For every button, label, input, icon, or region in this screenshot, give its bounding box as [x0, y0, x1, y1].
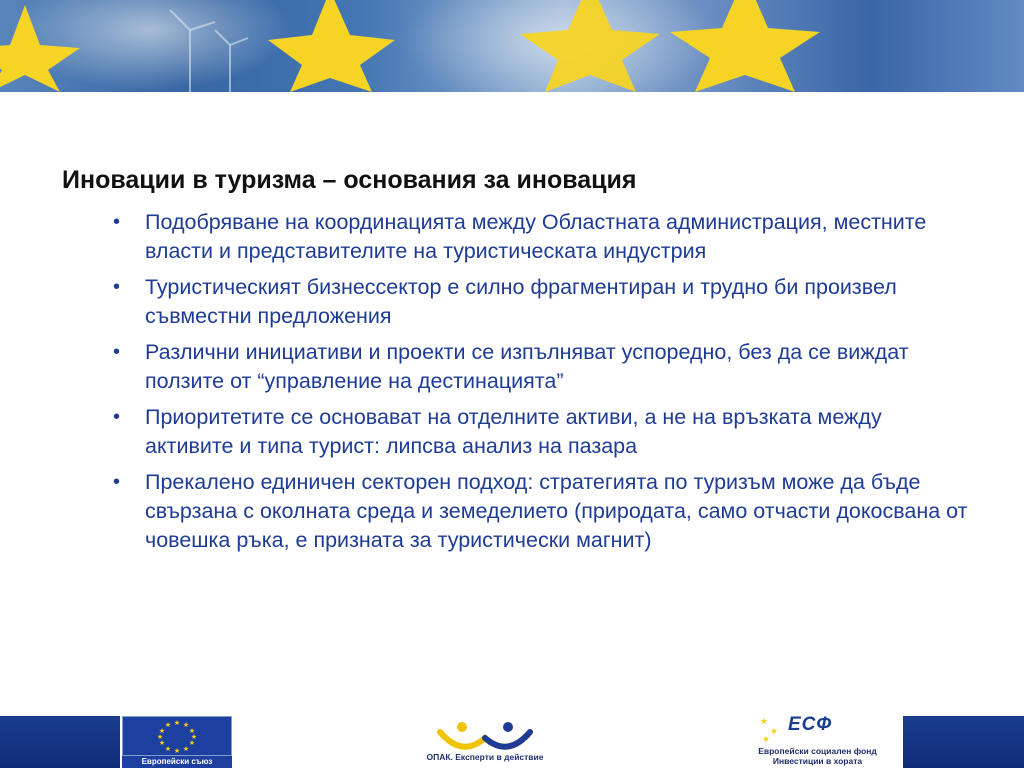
eu-flag-icon — [122, 716, 232, 756]
bullet-marker: • — [113, 211, 121, 233]
svg-text:★: ★ — [760, 717, 769, 727]
slide-title: Иновации в туризма – основания за иновация — [62, 166, 637, 194]
svg-text:★: ★ — [182, 745, 190, 753]
esf-line-1: Европейски социален фонд — [758, 746, 877, 756]
svg-text:★: ★ — [158, 727, 166, 735]
esf-subtitle — [730, 746, 905, 766]
esf-logo — [730, 710, 905, 768]
bullet-item — [113, 403, 973, 461]
svg-text:★: ★ — [188, 727, 196, 735]
esf-line-2: Инвестиции в хората — [772, 756, 863, 766]
esf-title: ЕСФ — [788, 714, 833, 735]
opak-caption: ОПАК. Експерти в действие — [426, 752, 544, 762]
opak-logo — [400, 718, 570, 768]
eu-logo — [122, 716, 232, 768]
svg-text:★: ★ — [182, 721, 190, 729]
bullet-text: Туристическият бизнессектор е силно фрагментиран и трудно би произвел съвместни предложения — [145, 275, 897, 328]
bullet-marker: • — [113, 406, 121, 428]
bullet-text: Подобряване на координацията между Областната администрация, местните власти и представителите на туристическата индустрия — [145, 210, 927, 263]
svg-text:★: ★ — [190, 733, 198, 741]
bullet-list — [113, 208, 973, 562]
svg-text:★: ★ — [770, 727, 779, 737]
bullet-item — [113, 273, 973, 331]
bullet-text: Прекалено единичен секторен подход: стратегията по туризъм може да бъде свързана с околната среда и земеделието (природата, само отчасти докосвана от човешка ръка, е призната за туристически магнит) — [145, 470, 968, 552]
svg-text:★: ★ — [173, 719, 181, 727]
svg-text:★: ★ — [156, 733, 164, 741]
svg-text:★: ★ — [164, 721, 172, 729]
bullet-marker: • — [113, 276, 121, 298]
svg-text:★: ★ — [164, 745, 172, 753]
footer-right-band — [903, 716, 1024, 768]
bullet-item — [113, 208, 973, 266]
bullet-item — [113, 468, 973, 555]
svg-text:★: ★ — [173, 747, 181, 755]
bullet-item — [113, 338, 973, 396]
eu-caption: Европейски съюз — [122, 756, 232, 768]
banner-stars-graphic — [0, 0, 1024, 92]
svg-text:★: ★ — [158, 739, 166, 747]
svg-text:★: ★ — [188, 739, 196, 747]
header-banner — [0, 0, 1024, 92]
opak-figures-icon — [400, 718, 570, 752]
bullet-marker: • — [113, 471, 121, 493]
svg-text:★: ★ — [762, 735, 771, 744]
bullet-marker: • — [113, 341, 121, 363]
bullet-text: Различни инициативи и проекти се изпълняват успоредно, без да се виждат ползите от “управление на дестинацията” — [145, 340, 909, 393]
footer-left-band — [0, 716, 120, 768]
bullet-text: Приоритетите се основават на отделните активи, а не на връзката между активите и типа турист: липсва анализ на пазара — [145, 405, 882, 458]
